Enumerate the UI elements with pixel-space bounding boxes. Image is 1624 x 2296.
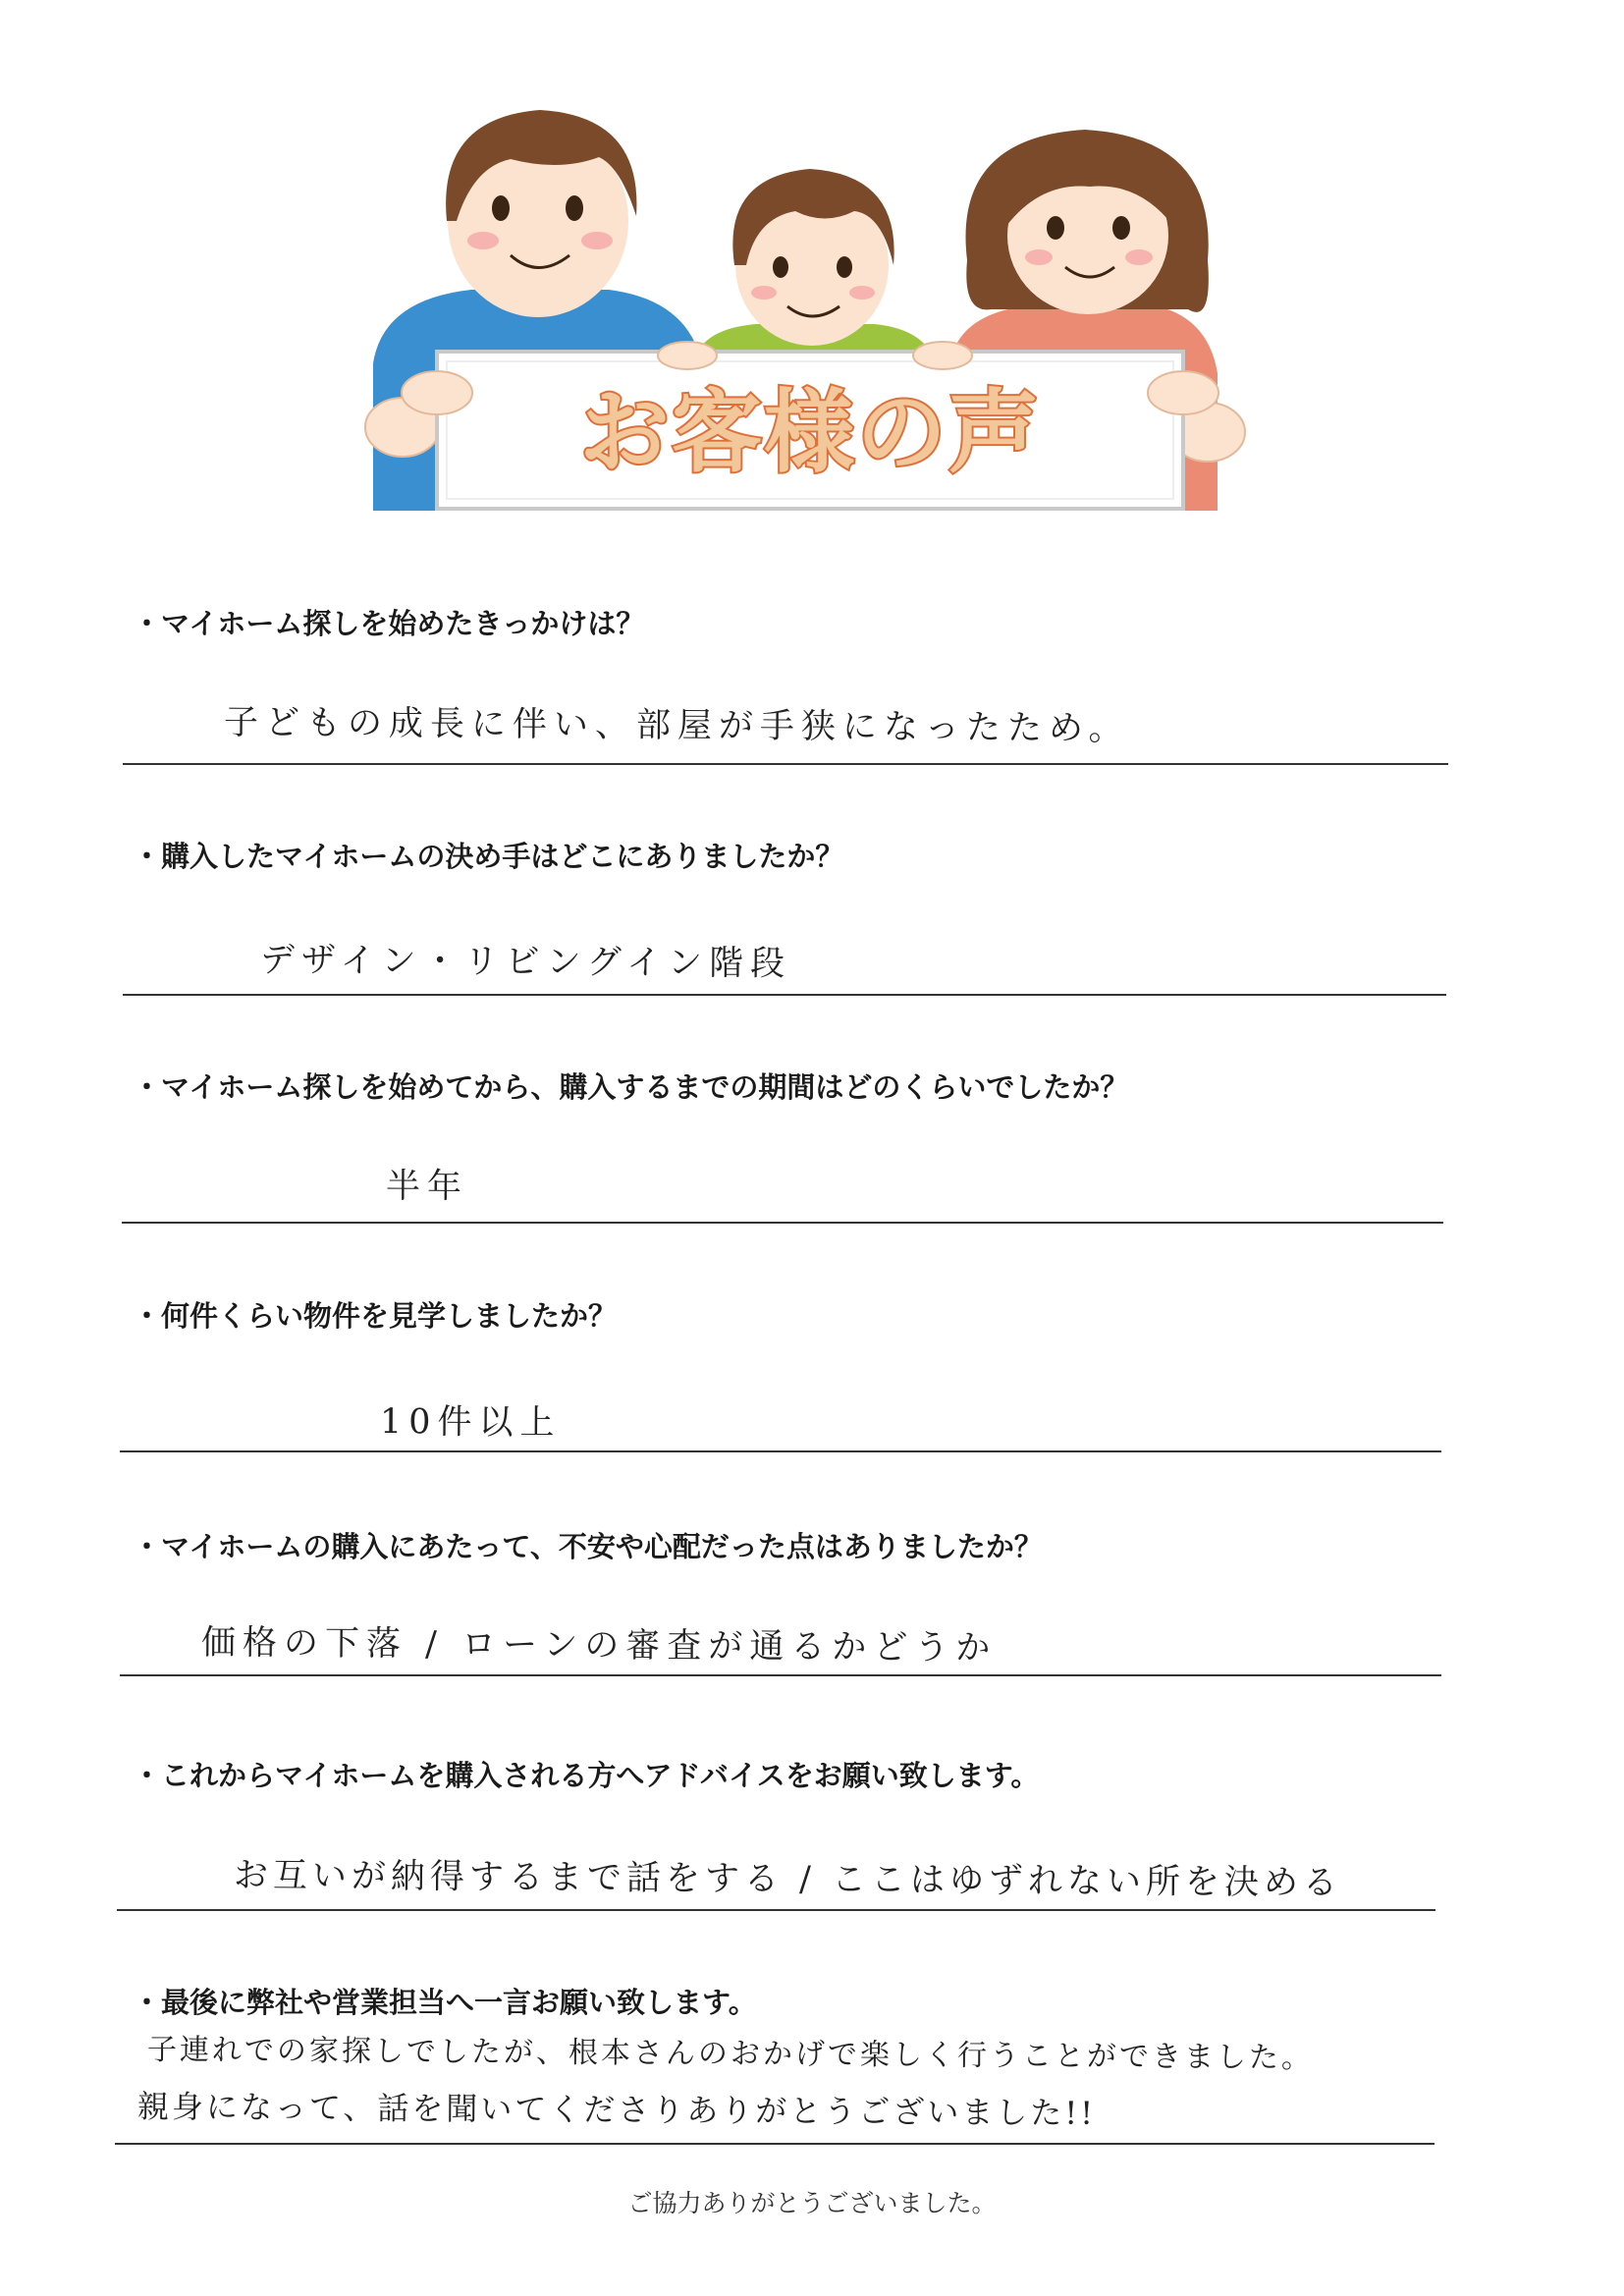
answer-7-line-1: 子連れでの家探しでしたが、根本さんのおかげで楽しく行うことができました。: [146, 2033, 1315, 2076]
answer-5: 価格の下落 / ローンの審査が通るかどうか: [200, 1623, 998, 1668]
answer-rule-3: [122, 1222, 1443, 1224]
question-bullet: ・: [133, 607, 162, 640]
question-bullet: ・: [133, 1299, 162, 1333]
sign-title: お客様の声: [578, 380, 1042, 485]
question-1: [133, 602, 644, 642]
question-text: 何件くらい物件を見学しましたか？: [161, 1299, 618, 1333]
answer-4: 10件以上: [379, 1402, 562, 1444]
question-text: マイホームの購入にあたって、不安や心配だった点はありましたか？: [161, 1530, 1043, 1563]
question-4: [133, 1294, 617, 1335]
question-bullet: ・: [133, 1759, 162, 1792]
question-text: マイホーム探しを始めたきっかけは？: [161, 607, 645, 640]
answer-rule-2: [123, 994, 1446, 996]
answer-rule-1: [123, 763, 1448, 765]
question-text: 購入したマイホームの決め手はどこにありましたか？: [161, 840, 844, 873]
question-2: [133, 835, 843, 875]
answer-rule-4: [120, 1450, 1441, 1452]
question-7: [133, 1981, 757, 2021]
answer-6: お互いが納得するまで話をする / ここはゆずれない所を決める: [233, 1856, 1343, 1903]
answer-rule-5: [120, 1674, 1441, 1676]
customer-voice-illustration: [363, 98, 1267, 525]
question-bullet: ・: [133, 1070, 162, 1104]
sign-board: [402, 342, 1218, 509]
question-bullet: ・: [133, 840, 162, 873]
answer-7-line-2: 親身になって、話を聞いてくださりありがとうございました!!: [136, 2088, 1097, 2132]
question-3: [133, 1066, 1128, 1106]
answer-rule-6: [117, 1909, 1435, 1911]
question-bullet: ・: [133, 1986, 162, 2019]
question-bullet: ・: [133, 1530, 162, 1563]
answer-rule-7: [115, 2143, 1435, 2145]
closing-message: ご協力ありがとうございました。: [627, 2189, 997, 2217]
question-5: [133, 1525, 1043, 1565]
answer-1: 子どもの成長に伴い、部屋が手狭になったため。: [223, 703, 1130, 749]
question-text: 最後に弊社や営業担当へ一言お願い致します。: [161, 1986, 757, 2019]
answer-2: デザイン・リビングイン階段: [259, 941, 792, 984]
answer-3: 半年: [385, 1167, 469, 1207]
question-text: これからマイホームを購入される方へアドバイスをお願い致します。: [161, 1759, 1040, 1792]
question-6: [133, 1754, 1039, 1794]
question-text: マイホーム探しを始めてから、購入するまでの期間はどのくらいでしたか？: [161, 1070, 1129, 1104]
